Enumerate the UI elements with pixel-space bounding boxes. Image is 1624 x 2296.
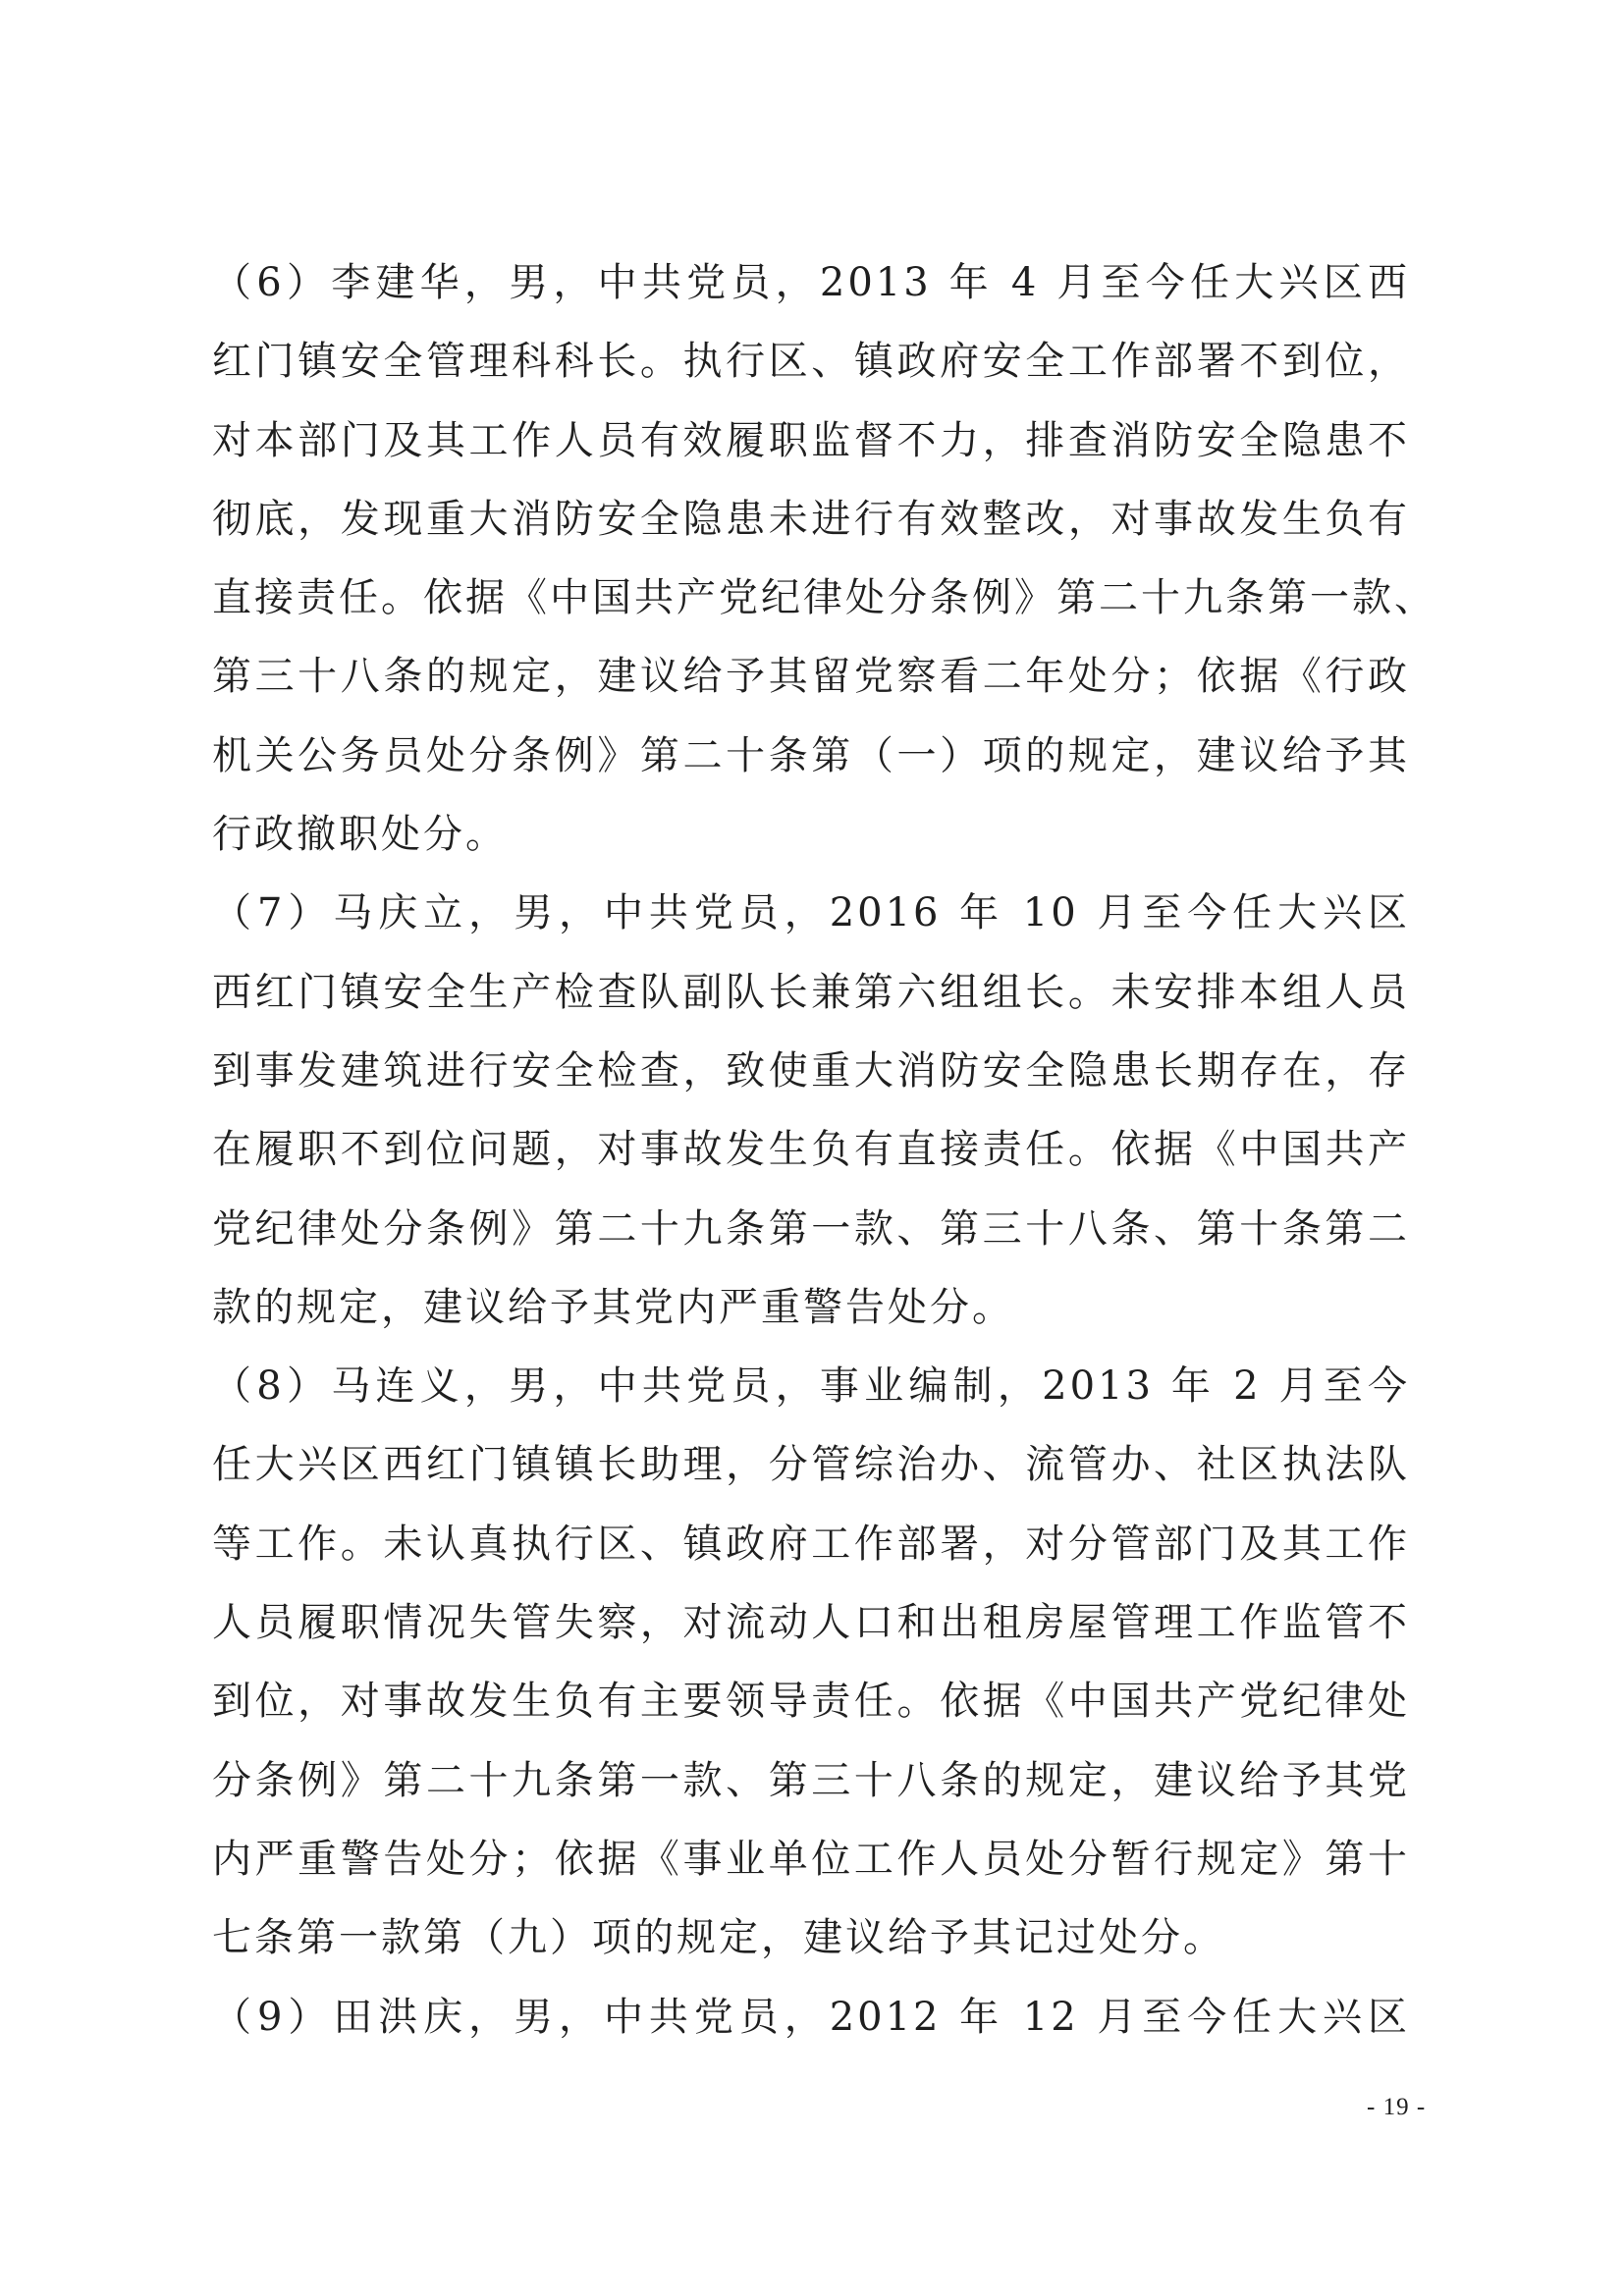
text-line: 西红门镇安全生产检查队副队长兼第六组组长。未安排本组人员 xyxy=(212,969,1410,1015)
text-line: 对本部门及其工作人员有效履职监督不力，排查消防安全隐患不 xyxy=(212,417,1410,463)
text-line: 七条第一款第（九）项的规定，建议给予其记过处分。 xyxy=(212,1915,1225,1961)
page-number: - 19 - xyxy=(1367,2094,1427,2120)
text-line: 到位，对事故发生负有主要领导责任。依据《中国共产党纪律处 xyxy=(212,1679,1410,1725)
text-line: （6）李建华，男，中共党员，2013 年 4 月至今任大兴区西 xyxy=(212,260,1410,305)
paragraph-item-9 xyxy=(212,1978,1410,2056)
text-line: 机关公务员处分条例》第二十条第（一）项的规定，建议给予其 xyxy=(212,732,1410,778)
paragraph-item-6 xyxy=(212,243,1436,874)
text-line: 彻底，发现重大消防安全隐患未进行有效整改，对事故发生负有 xyxy=(212,496,1410,542)
text-line: 党纪律处分条例》第二十九条第一款、第三十八条、第十条第二 xyxy=(212,1205,1410,1252)
text-line: 在履职不到位问题，对事故发生负有直接责任。依据《中国共产 xyxy=(212,1127,1410,1173)
text-line: 人员履职情况失管失察，对流动人口和出租房屋管理工作监管不 xyxy=(212,1600,1410,1646)
text-line: 内严重警告处分；依据《事业单位工作人员处分暂行规定》第十 xyxy=(212,1836,1410,1882)
text-line: 行政撤职处分。 xyxy=(212,812,508,858)
paragraph-item-8 xyxy=(212,1347,1410,1977)
paragraph-item-7 xyxy=(212,874,1410,1347)
text-line: 款的规定，建议给予其党内严重警告处分。 xyxy=(212,1284,1014,1330)
text-line: 到事发建筑进行安全检查，致使重大消防安全隐患长期存在，存 xyxy=(212,1047,1410,1094)
text-line: 红门镇安全管理科科长。执行区、镇政府安全工作部署不到位， xyxy=(212,339,1410,385)
text-line: （7）马庆立，男，中共党员，2016 年 10 月至今任大兴区 xyxy=(212,890,1410,936)
text-line: 第三十八条的规定，建议给予其留党察看二年处分；依据《行政 xyxy=(212,654,1410,700)
text-line: 等工作。未认真执行区、镇政府工作部署，对分管部门及其工作 xyxy=(212,1521,1410,1567)
text-line: （8）马连义，男，中共党员，事业编制，2013 年 2 月至今 xyxy=(212,1363,1410,1410)
text-line: 分条例》第二十九条第一款、第三十八条的规定，建议给予其党 xyxy=(212,1757,1410,1803)
document-body xyxy=(212,243,1436,2056)
text-line: 任大兴区西红门镇镇长助理，分管综治办、流管办、社区执法队 xyxy=(212,1442,1410,1488)
text-line: 直接责任。依据《中国共产党纪律处分条例》第二十九条第一款、 xyxy=(212,575,1436,621)
text-line: （9）田洪庆，男，中共党员，2012 年 12 月至今任大兴区 xyxy=(212,1994,1410,2040)
